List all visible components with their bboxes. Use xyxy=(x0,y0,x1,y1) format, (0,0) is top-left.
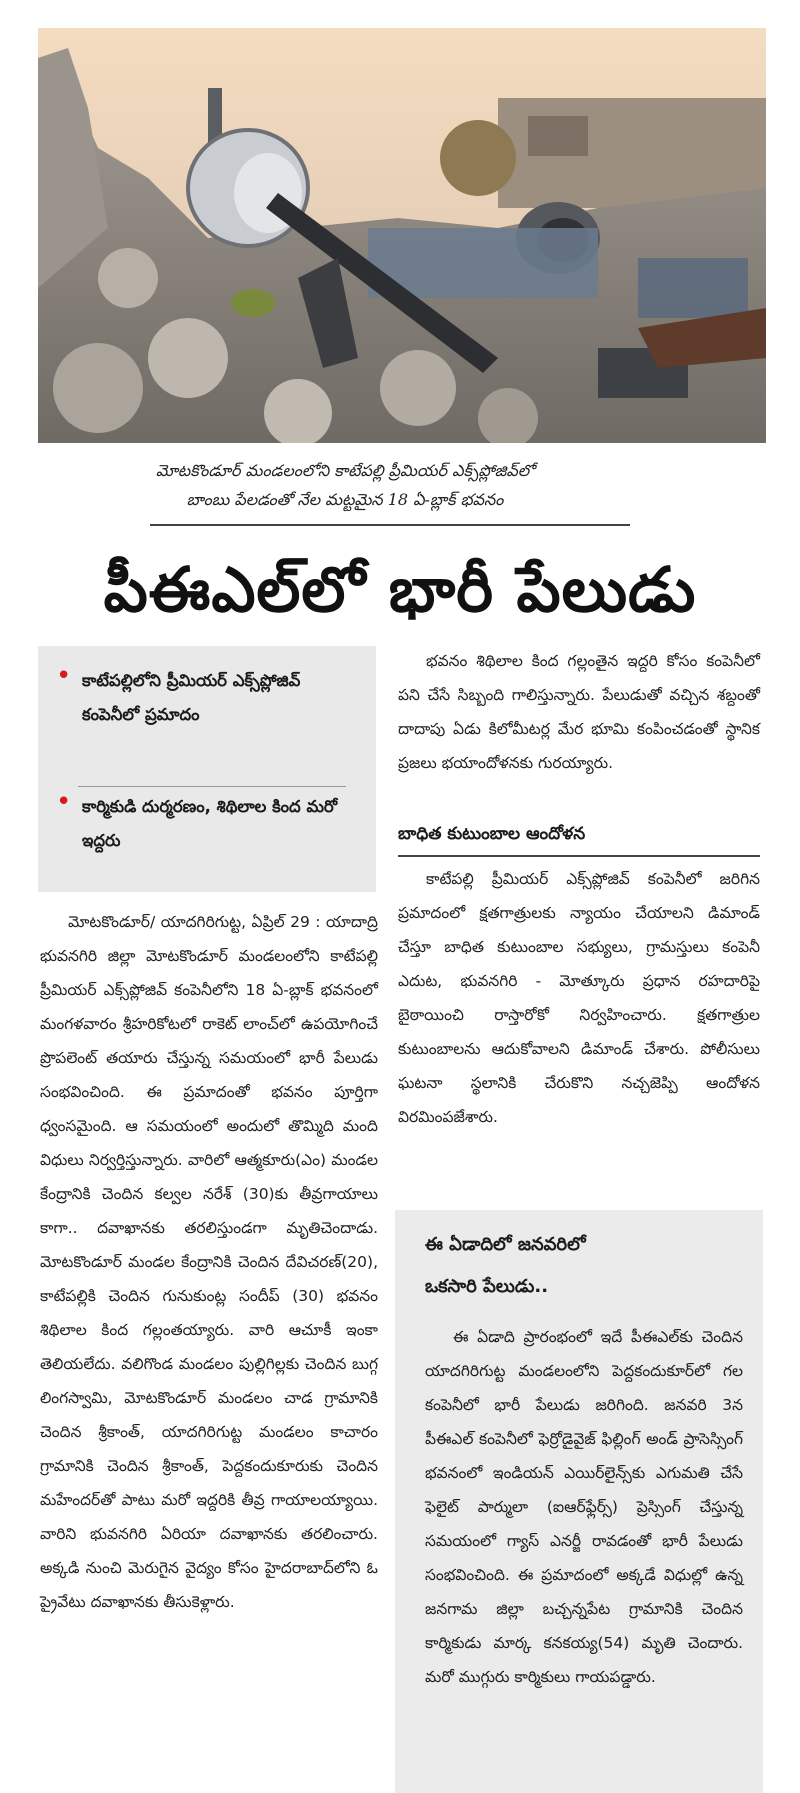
subheading: బాధిత కుటుంబాల ఆందోళన xyxy=(398,824,586,844)
article-right-column-mid xyxy=(398,862,760,1134)
photo-caption-line-2: బాంబు పేలడంతో నేల మట్టమైన 18 ఏ-బ్లాక్ భవనం xyxy=(186,490,504,509)
highlight-divider xyxy=(78,786,346,787)
sidebar-body-text: ఈ ఏడాది ప్రారంభంలో ఇదే పీఈఎల్‌కు చెందిన యాదగిరిగుట్ట మండలంలోని పెద్దకందుకూర్‌లో గల కంపెనీలో భారీ పేలుడు జరిగింది. జనవరి 3న పీఈఎల్ కంపెనీలో ఫెర్రోడైవైజ్ ఫిల్లింగ్ అండ్ ప్రాసెస్సింగ్ భవనంలో ఇండియన్ ఎయిర్‌లైన్స్‌కు ఎగుమతి చేసే ఫెలైట్ పార్ములా (ఐఆర్‌ఫ్లేర్స్) ప్రెస్సింగ్ చేస్తున్న సమయంలో గ్యాస్ ఎనర్జీ రావడంతో భారీ పేలుడు సంభవించింది. ఈ ప్రమాదంలో అక్కడే విధుల్లో ఉన్న జనగామ జిల్లా బచ్చన్నపేట గ్రామానికి చెందిన కార్మికుడు మార్క కనకయ్య(54) మృతి చెందారు. మరో ముగ్గురు కార్మికులు గాయపడ్డారు. xyxy=(425,1328,743,1686)
bullet-icon: • xyxy=(56,787,72,817)
subheading-rule xyxy=(398,855,760,857)
photo-caption-line-1: మోటకొండూర్ మండలంలోని కాటేపల్లి ప్రీమియర్ ఎక్స్‌ప్లోజివ్‌లో xyxy=(155,461,535,480)
news-photo xyxy=(38,28,766,443)
headline: పీఈఎల్‌లో భారీ పేలుడు xyxy=(103,553,697,626)
highlight-item xyxy=(56,787,360,858)
highlights-box xyxy=(38,646,376,892)
article-main-column xyxy=(40,905,378,1619)
highlight-text: కార్మికుడి దుర్మరణం, శిథిలాల కింద మరో ఇద్దరు xyxy=(82,797,338,850)
bullet-icon: • xyxy=(56,661,72,691)
caption-divider xyxy=(150,524,630,526)
article-main-text: మోటకొండూర్/ యాదగిరిగుట్ట, ఏప్రిల్ 29 : యాదాద్రి భువనగిరి జిల్లా మోటకొండూర్ మండలంలోని కాటేపల్లి ప్రీమియర్ ఎక్స్‌ప్లోజివ్ కంపెనీలోని 18 ఏ-బ్లాక్ భవనంలో మంగళవారం శ్రీహరికోటలో రాకెట్ లాంచ్‌లో ఉపయోగించే ప్రొపలెంట్ తయారు చేస్తున్న సమయంలో భారీ పేలుడు సంభవించింది. ఈ ప్రమాదంతో భవనం పూర్తిగా ధ్వంసమైంది. ఆ సమయంలో అందులో తొమ్మిది మంది విధులు నిర్వర్తిస్తున్నారు. వారిలో ఆత్మకూరు(ఎం) మండల కేంద్రానికి చెందిన కల్వల నరేశ్ (30)కు తీవ్రగాయాలు కాగా.. దవాఖానకు తరలిస్తుండగా మృతిచెందాడు. మోటకొండూర్ మండల కేంద్రానికి చెందిన దేవిచరణ్(20), కాటేపల్లికి చెందిన గునుకుంట్ల సందీప్ (30) భవనం శిథిలాల కింద గల్లంతయ్యారు. వారి ఆచూకీ ఇంకా తెలియలేదు. వలిగొండ మండలం పుల్లిగిల్లకు చెందిన బుగ్గ లింగస్వామి, మోటకొండూర్ మండలం చాడ గ్రామానికి చెందిన శ్రీకాంత్, యాదగిరిగుట్ట మండలం కాచారం గ్రామానికి చెందిన శ్రీకాంత్, పెద్దకందుకూరుకు చెందిన మహేందర్‌తో పాటు మరో ఇద్దరికి తీవ్ర గాయాలయ్యాయి. వారిని భువనగిరి ఏరియా దవాఖానకు తరలించారు. అక్కడి నుంచి మెరుగైన వైద్యం కోసం హైదరాబాద్‌లోని ఓ ప్రైవేటు దవాఖానకు తీసుకెళ్లారు. xyxy=(40,913,378,1611)
article-right-column-top xyxy=(398,644,760,780)
sidebar-title-line-1: ఈ ఏడాదిలో జనవరిలో xyxy=(425,1234,586,1255)
highlight-item xyxy=(56,661,360,732)
sidebar-title xyxy=(425,1224,745,1308)
sidebar-box xyxy=(395,1210,763,1793)
explosion-site-image xyxy=(38,28,766,443)
highlight-text: కాటేపల్లిలోని ప్రీమియర్ ఎక్స్‌ప్లోజివ్ కంపెనీలో ప్రమాదం xyxy=(82,671,301,724)
article-right-top-text: భవనం శిథిలాల కింద గల్లంతైన ఇద్దరి కోసం కంపెనీలో పని చేసే సిబ్బంది గాలిస్తున్నారు. పేలుడుతో వచ్చిన శబ్దంతో దాదాపు ఏడు కిలోమీటర్ల మేర భూమి కంపించడంతో స్థానిక ప్రజలు భయాందోళనకు గురయ్యారు. xyxy=(398,652,760,772)
article-right-mid-text: కాటేపల్లి ప్రీమియర్ ఎక్స్‌ప్లోజివ్ కంపెనీలో జరిగిన ప్రమాదంలో క్షతగాత్రులకు న్యాయం చేయాలని డిమాండ్ చేస్తూ బాధిత కుటుంబాల సభ్యులు, గ్రామస్తులు కంపెనీ ఎదుట, భువనగిరి - మోత్కూరు ప్రధాన రహదారిపై బైఠాయించి రాస్తారోకో నిర్వహించారు. క్షతగాత్రుల కుటుంబాలను ఆదుకోవాలని డిమాండ్ చేశారు. పోలీసులు ఘటనా స్థలానికి చేరుకొని నచ్చజెప్పి ఆందోళన విరమింపజేశారు. xyxy=(398,870,760,1126)
sidebar-title-line-2: ఒకసారి పేలుడు.. xyxy=(425,1276,549,1297)
sidebar-body xyxy=(425,1320,743,1694)
